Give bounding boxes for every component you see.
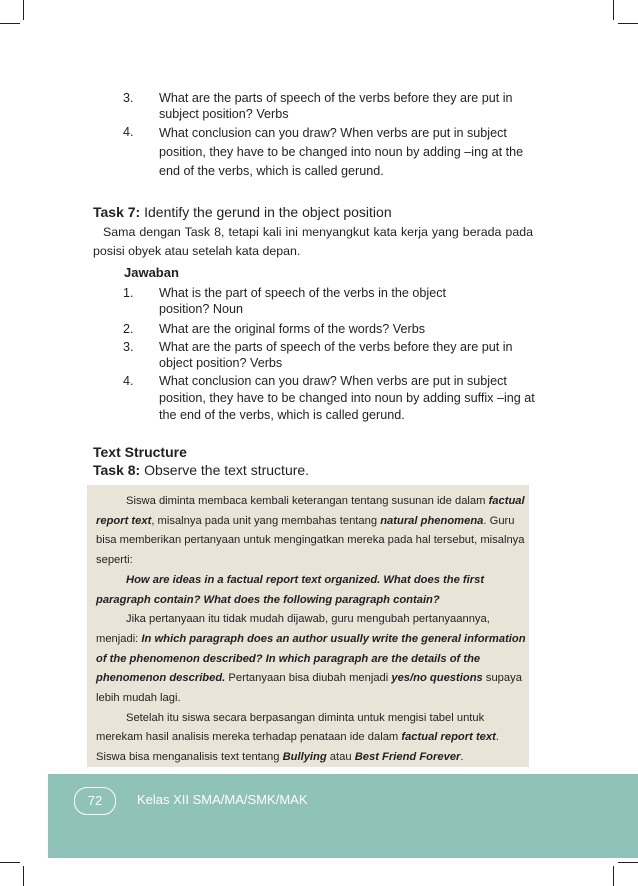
task7-paragraph: Sama dengan Task 8, tetapi kali ini menyangkut kata kerja yang berada pada posisi obyek atau setelah kata depan. bbox=[93, 225, 533, 258]
note-paragraph: Jika pertanyaan itu tidak mudah dijawab, guru mengubah pertanyaannya, menjadi: In which paragraph does an author usually write the general information of the phenomenon described? In which paragraph are the details of the phenomenon described. Pertanyaan bisa diubah menjadi yes/no questions supaya lebih mudah lagi. bbox=[96, 613, 526, 705]
task7-heading bbox=[93, 204, 392, 220]
list-number: 2. bbox=[123, 322, 134, 336]
list-item bbox=[93, 124, 543, 181]
task7-title: Identify the gerund in the object position bbox=[144, 204, 392, 220]
task8-title: Observe the text structure. bbox=[144, 462, 310, 478]
task7-label: Task 7: bbox=[93, 204, 141, 220]
task8-heading bbox=[93, 462, 309, 478]
note-paragraph: Setelah itu siswa secara berpasangan diminta untuk mengisi tabel untuk merekam hasil analisis mereka terhadap penataan ide dalam factual report text. Siswa bisa menganalisis text tentang Bullying atau Best Friend Forever. bbox=[96, 711, 499, 764]
list-item bbox=[93, 285, 543, 317]
list-item bbox=[93, 90, 543, 122]
list-text: What are the original forms of the words? Verbs bbox=[159, 322, 425, 336]
list-number: 3. bbox=[123, 340, 134, 354]
text-structure-heading bbox=[93, 444, 187, 460]
book-title: Kelas XII SMA/MA/SMK/MAK bbox=[137, 792, 308, 807]
list-text: What conclusion can you draw? When verbs are put in subject position, they have to be changed into noun by adding suffix –ing at the end of the verbs, which is called gerund. bbox=[159, 374, 535, 422]
list-number: 1. bbox=[123, 286, 134, 300]
task8-label: Task 8: bbox=[93, 462, 141, 478]
list-item bbox=[93, 373, 543, 424]
question-list-subject bbox=[93, 90, 543, 181]
note-paragraph: Siswa diminta membaca kembali keterangan tentang susunan ide dalam factual report text, misalnya pada unit yang membahas tentang natural phenomena. Guru bisa memberikan pertanyaan untuk mengingatkan mereka pada hal tersebut, misalnya seperti: bbox=[96, 495, 525, 567]
list-text: What is the part of speech of the verbs in the object position? Noun bbox=[159, 286, 447, 316]
list-item bbox=[93, 321, 543, 337]
footer-band bbox=[48, 774, 638, 858]
list-item bbox=[93, 339, 543, 371]
note-paragraph: How are ideas in a factual report text organized. What does the first paragraph contain? What does the following paragraph contain? bbox=[96, 573, 485, 606]
list-text: What conclusion can you draw? When verbs are put in subject position, they have to be changed into noun by adding –ing at the end of the verbs, which is called gerund. bbox=[159, 126, 524, 178]
list-number: 4. bbox=[123, 374, 134, 388]
text-structure-title: Text Structure bbox=[93, 444, 187, 460]
list-text: What are the parts of speech of the verbs before they are put in subject position? Verbs bbox=[159, 91, 513, 121]
jawaban-label: Jawaban bbox=[124, 265, 179, 280]
list-number: 4. bbox=[123, 125, 134, 139]
answer-list bbox=[93, 285, 543, 424]
list-number: 3. bbox=[123, 91, 134, 105]
teacher-note-text bbox=[96, 492, 526, 768]
list-text: What are the parts of speech of the verbs before they are put in object position? Verbs bbox=[159, 340, 513, 370]
page-number: 72 bbox=[74, 787, 116, 815]
